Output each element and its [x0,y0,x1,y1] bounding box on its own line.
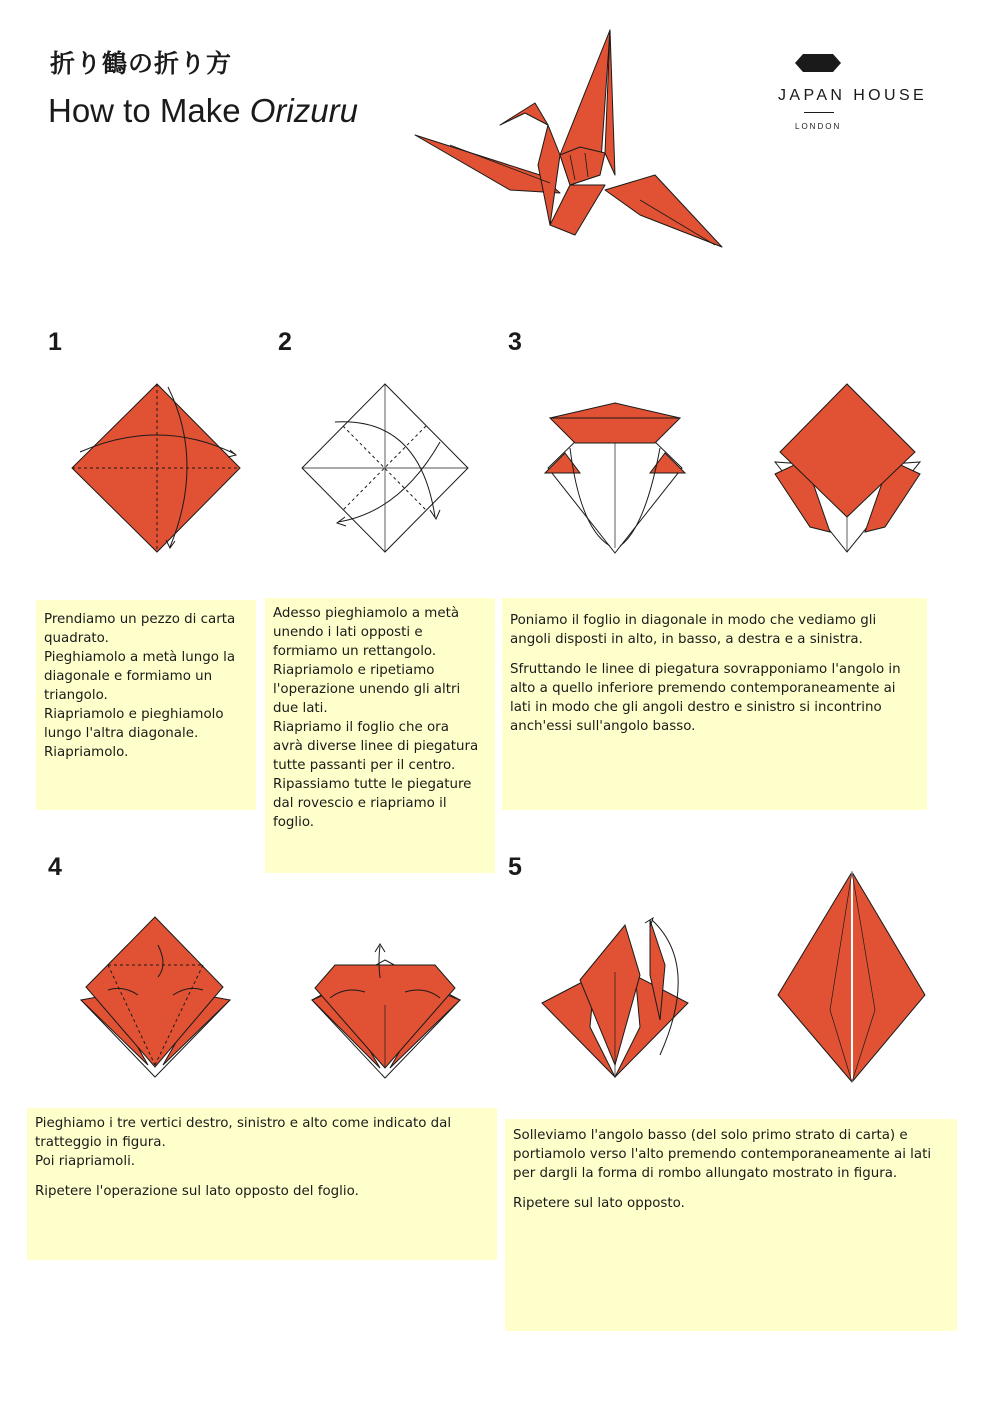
step-5-diagram-a-icon [540,915,695,1080]
step-4-instructions [27,1108,497,1260]
step-4-paragraph: Pieghiamo i tre vertici destro, sinistro e alto come indicato dal tratteggio in figura. Poi riapriamoli. [35,1116,452,1169]
step-4-diagram-a-icon [78,915,233,1080]
step-2-number: 2 [278,328,292,356]
step-2-diagram-icon [300,382,475,557]
step-5-paragraph: Ripetere sul lato opposto. [513,1196,685,1211]
step-5-instructions [505,1119,957,1331]
step-2-instructions [265,598,495,873]
step-2-line: l'operazione unendo gli altri [273,682,461,697]
step-1-line: Prendiamo un pezzo di carta [44,612,236,627]
step-5-diagram-b-icon [775,870,930,1085]
step-2-line: Adesso pieghiamolo a metà [273,606,460,621]
step-1-line: Pieghiamolo a metà lungo la [44,650,236,665]
step-2-line: foglio. [273,815,315,830]
step-2-line: avrà diverse linee di piegatura [273,739,479,754]
logo-divider [804,112,834,113]
step-1-line: lungo l'altra diagonale. [44,726,199,741]
step-5-paragraph: Solleviamo l'angolo basso (del solo primo strato di carta) e portiamolo verso l'alto premendo contemporaneamente ai lati per dargli la forma di rombo allungato mostrato in figura. [513,1128,932,1181]
step-2-line: dal rovescio e riapriamo il [273,796,447,811]
step-1-line: triangolo. [44,688,108,703]
step-3-number: 3 [508,328,522,356]
page-title-prefix: How to Make [48,92,250,129]
logo-city: LONDON [795,122,842,131]
page-title [48,92,358,130]
step-1-line: Riapriamolo e pieghiamolo [44,707,224,722]
page-title-japanese: 折り鶴の折り方 [50,49,233,78]
japan-house-logo-icon [795,54,841,72]
step-4-paragraph: Ripetere l'operazione sul lato opposto del foglio. [35,1184,359,1199]
step-1-line: Riapriamolo. [44,745,129,760]
step-3-instructions [502,598,927,810]
logo-name: JAPAN HOUSE [778,87,928,104]
crane-illustration-icon [410,25,730,255]
page-title-emphasis: Orizuru [249,92,358,129]
step-1-number: 1 [48,328,62,356]
step-2-line: due lati. [273,701,328,716]
step-2-line: unendo i lati opposti e [273,625,423,640]
step-4-diagram-b-icon [310,940,465,1080]
step-4-number: 4 [48,853,62,881]
step-5-number: 5 [508,853,522,881]
step-2-line: tutte passanti per il centro. [273,758,456,773]
step-3-paragraph: Sfruttando le linee di piegatura sovrapponiamo l'angolo in alto a quello inferiore premendo contemporaneamente ai lati in modo che gli angoli destro e sinistro si incontrino anch'essi sull'angolo basso. [510,662,901,734]
step-3-diagram-b-icon [770,382,925,557]
step-1-line: diagonale e formiamo un [44,669,213,684]
step-1-diagram-icon [70,382,245,557]
step-1-instructions [36,600,256,810]
step-1-line: quadrato. [44,631,109,646]
step-2-line: Riapriamo il foglio che ora [273,720,449,735]
step-2-line: Ripassiamo tutte le piegature [273,777,472,792]
step-2-line: Riapriamolo e ripetiamo [273,663,435,678]
step-3-diagram-a-icon [540,398,690,558]
step-2-line: formiamo un rettangolo. [273,644,437,659]
step-3-paragraph: Poniamo il foglio in diagonale in modo che vediamo gli angoli disposti in alto, in basso, a destra e a sinistra. [510,613,877,647]
